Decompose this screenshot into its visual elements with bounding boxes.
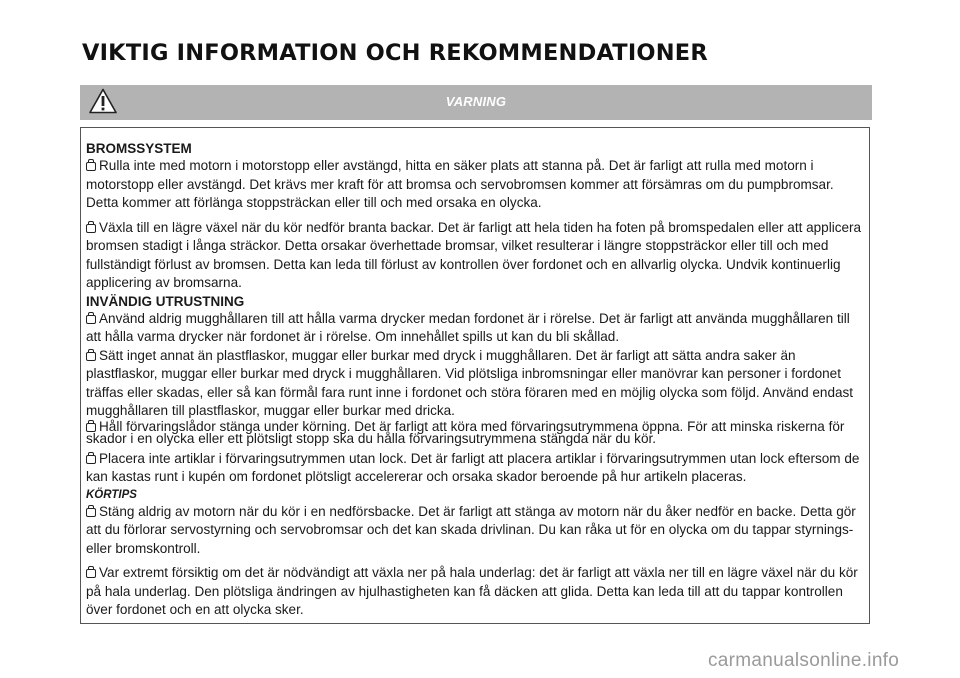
section-heading-driving: KÖRTIPS <box>86 488 137 501</box>
watermark: carmanualsonline.info <box>708 650 900 671</box>
bag-icon <box>86 508 96 517</box>
list-item: Håll förvaringslådor stänga under körning. Det är farligt att köra med förvaringsutrymmena öppna. För att minska riskerna för skador i en olycka eller ett plötsligt stopp ska du hålla förvaringsutrymmena stängda när du kör. <box>86 418 845 446</box>
warning-banner <box>80 85 872 120</box>
section-heading-brakes: BROMSSYSTEM <box>86 141 192 156</box>
bag-icon <box>86 423 96 432</box>
bag-icon <box>86 455 96 464</box>
bag-icon <box>86 224 96 233</box>
list-item: Rulla inte med motorn i motorstopp eller avstängd, hitta en säker plats att stanna på. Det är farligt att rulla med motorn i motorstopp eller avstängd. Det krävs mer kraft för att bromsa och servobromsen kommer att försämras om du pumpbromsar. Detta kommer att förlänga stoppsträckan eller till och med orsaka en olycka. <box>86 158 834 210</box>
list-item: Sätt inget annat än plastflaskor, muggar eller burkar med dryck i mugghållaren. Det är farligt att sätta andra saker än plastflaskor, muggar eller burkar med dryck i mugghållaren. Vid plötsliga inbromsningar eller manövrar kan personer i fordonet träffas eller skadas, eller så kan förmål fara runt inne i fordonet och störa föraren med en möjlig olycka som följd. Använd endast mugghållaren till plastflaskor, muggar eller burkar med dricka. <box>86 347 854 418</box>
bag-icon <box>86 162 96 171</box>
list-item: Använd aldrig mugghållaren till att hålla varma drycker medan fordonet är i rörelse. Det är farligt att använda mugghållaren till att hålla varma drycker när fordonet är i rörelse. Om innehållet spills ut kan du bli skållad. <box>86 310 850 344</box>
section-heading-interior: INVÄNDIG UTRUSTNING <box>86 293 245 309</box>
bag-icon <box>86 315 96 324</box>
bag-icon <box>86 352 96 361</box>
list-item: Växla till en lägre växel när du kör nedför branta backar. Det är farligt att hela tiden ha foten på bromspedalen eller att applicera bromsen stadigt i långa sträckor. Detta orsakar överhettade bromsar, vilket resulterar i längre stoppsträckor eller till och med fullständigt förlust av bromsen. Detta kan leda till förlust av kontrollen över fordonet och en allvarlig olycka. Undvik kontinuerlig applicering av bromsarna. <box>86 219 862 290</box>
list-item: Placera inte artiklar i förvaringsutrymmen utan lock. Det är farligt att placera artiklar i förvaringsutrymmen utan lock eftersom de kan kastas runt i kupén om fordonet plötsligt accelererar och orsaka skador beroende på hur artikeln placeras. <box>86 450 860 484</box>
list-item: Stäng aldrig av motorn när du kör i en nedförsbacke. Det är farligt att stänga av motorn när du åker nedför en backe. Detta gör att du förlorar servostyrning och servobromsar och det kan skada drivlinan. Du kan råka ut för en olycka om du tappar styrnings- eller bromskontroll. <box>86 503 856 556</box>
list-item: Var extremt försiktig om det är nödvändigt att växla ner på hala underlag: det är farligt att växla ner till en lägre växel när du kör på hala underlag. Den plötsliga ändringen av hjulhastigheten kan få däcken att glida. Detta kan leda till att du tappar kontrollen över fordonet och en att olycka sker. <box>86 565 858 617</box>
warning-content <box>80 127 870 624</box>
bag-icon <box>86 569 96 578</box>
page-title: VIKTIG INFORMATION OCH REKOMMENDATIONER <box>82 40 708 66</box>
warning-label: VARNING <box>445 94 507 109</box>
